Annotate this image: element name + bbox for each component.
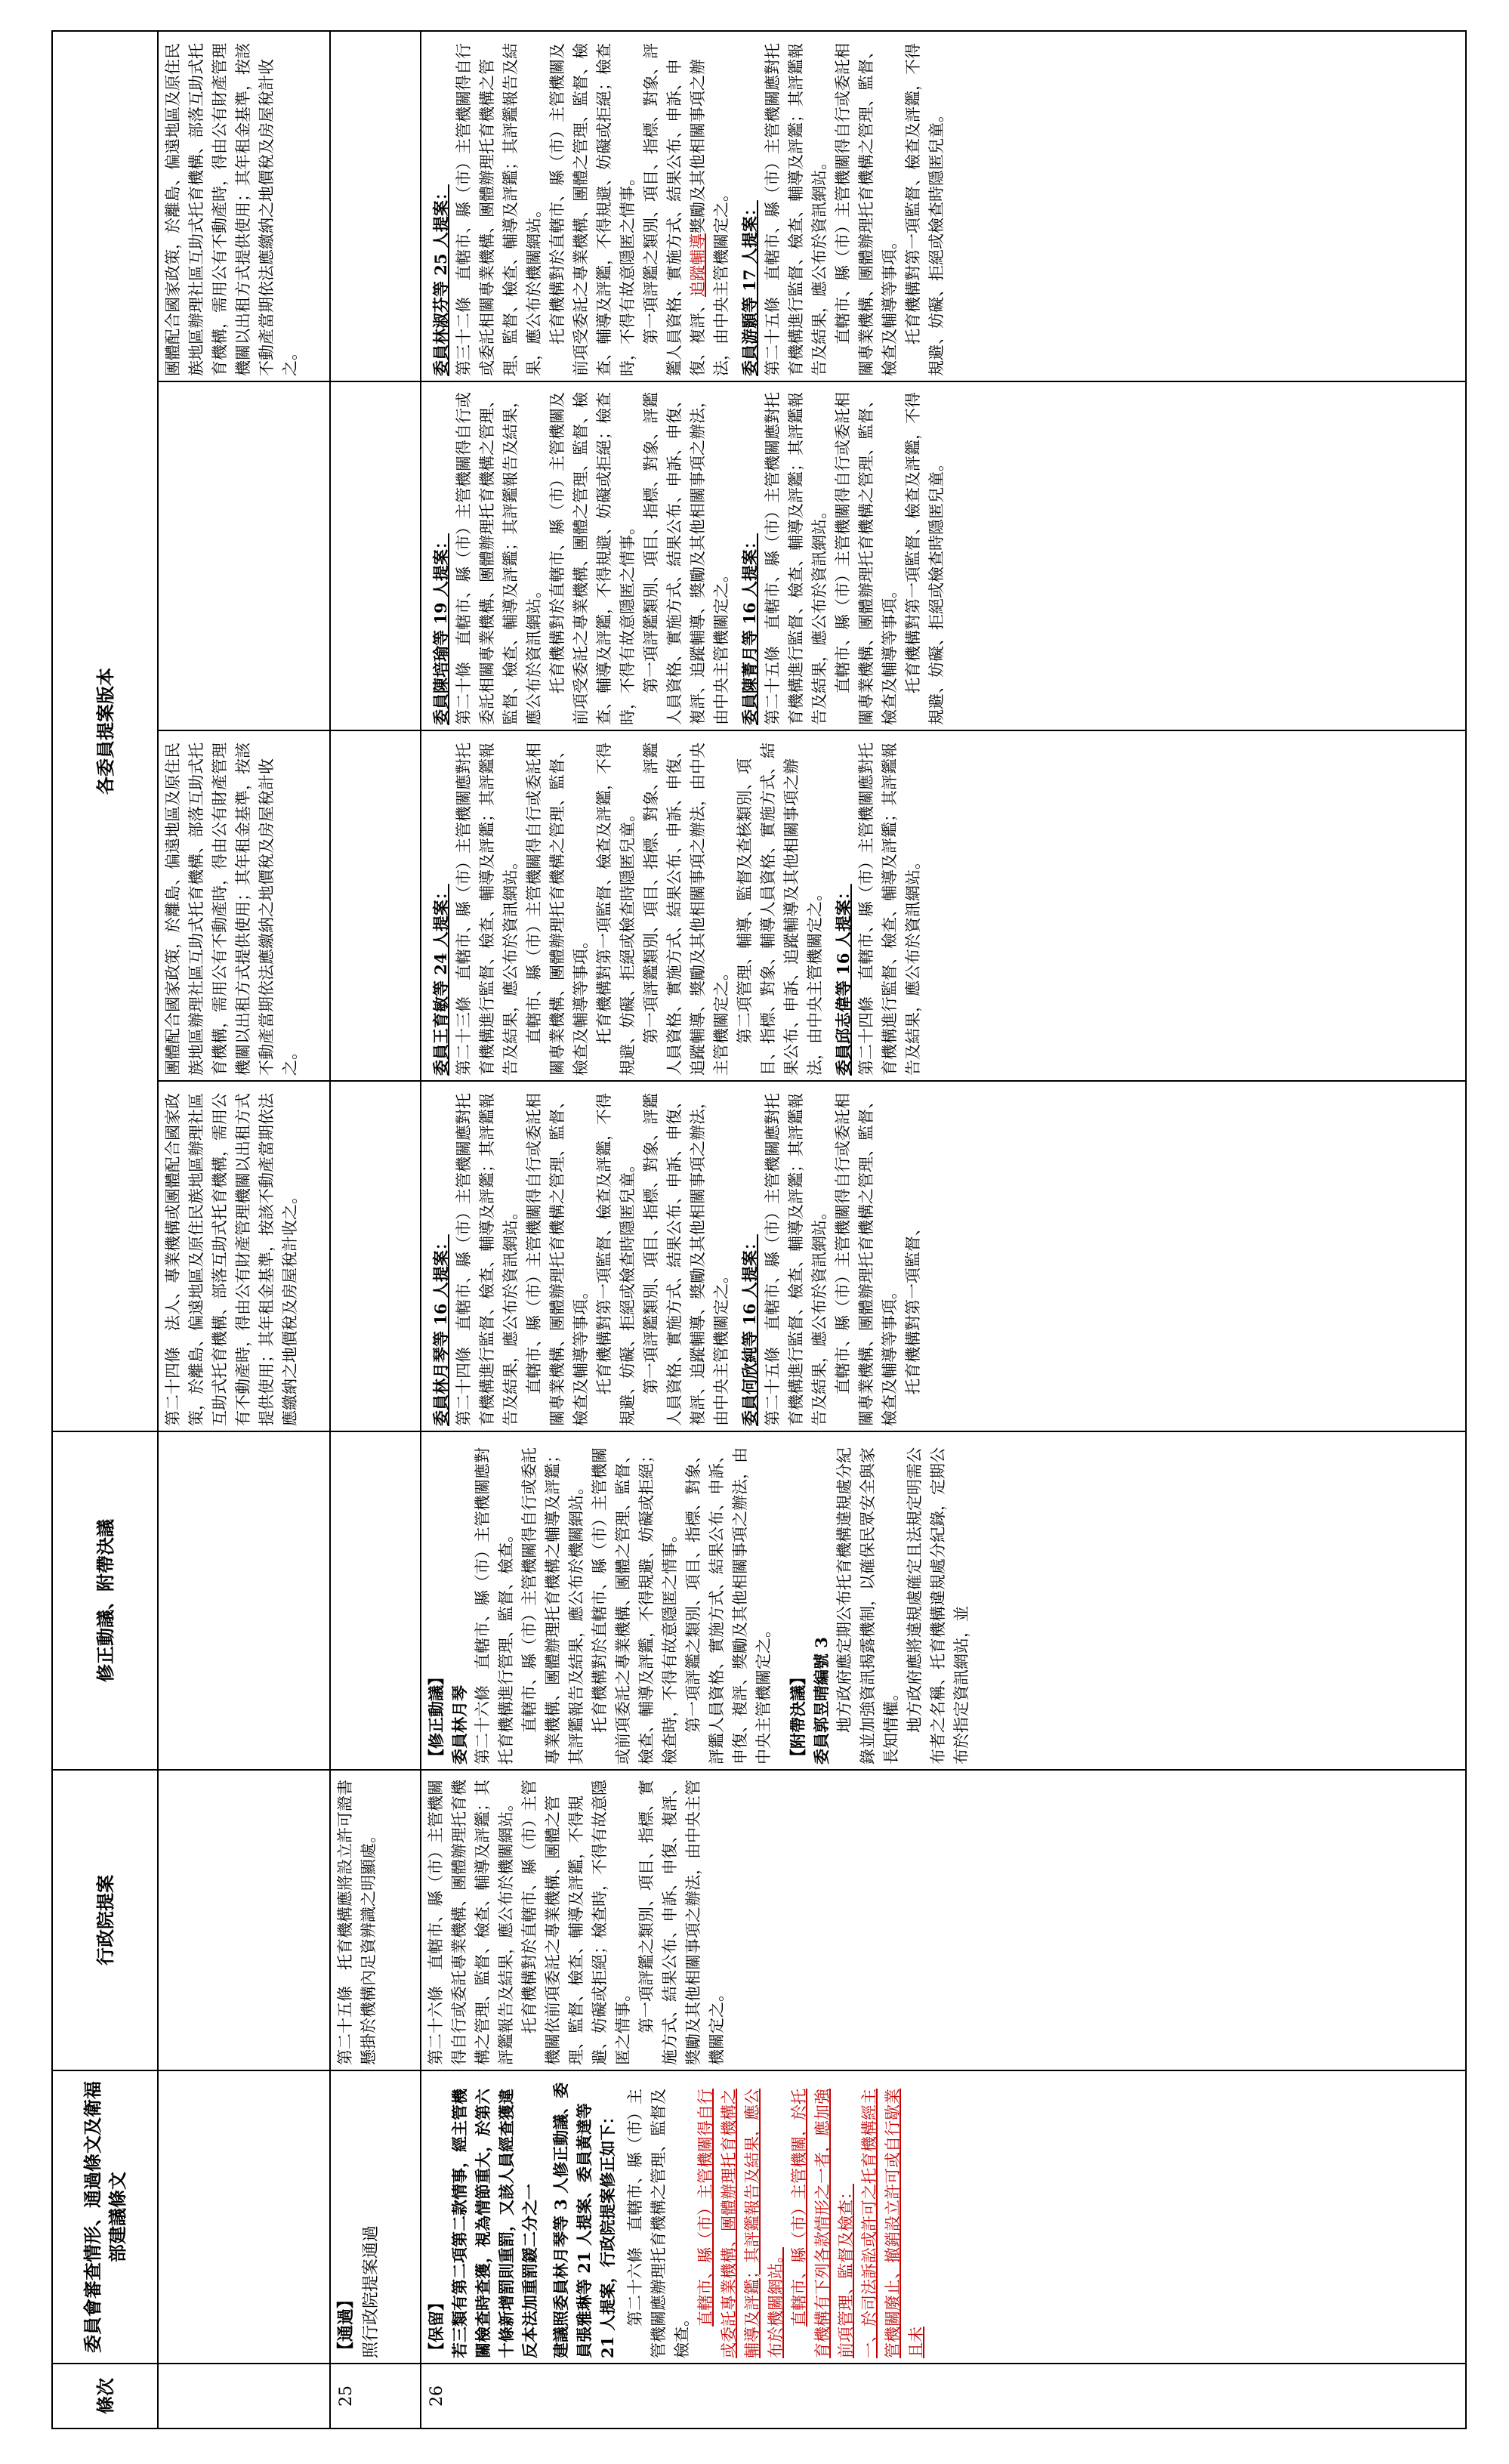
header-row	[52, 31, 158, 2428]
committee-cell-26	[421, 2070, 1466, 2364]
header-members: 各委員提案版本	[52, 31, 158, 1431]
prev-member-4: 團體配合國家政策，於離島、偏遠地區及原住民族地區辦理社區互助式托育機構、部落互助式托育機構，需用公有不動產時，得由公有財產管理機關以出租方式提供使用；其年租金基準，按該不動產當期依法應繳納之地價稅及房屋稅計收之。	[158, 31, 330, 381]
amend-cell-26: 【修正動議】 委員林月琴 第二十六條 直轄市、縣（市）主管機關應對托育機構進行管理、監督、檢查。 直轄市、縣（市）主管機關得自行或委託專業機構、團體辦理托育機構之輔導及評鑑；其評鑑報告及結果，應公布於機關網站。 托育機構對於直轄市、縣（市）主管機關或前項委託之專業機構、團體之管理、監督、檢查、輔導及評鑑，不得規避、妨礙或拒絕；檢查時，不得有故意隱匿之情事。 第一項評鑑之類別、項目、指標、對象、評鑑人員資格、實施方式、結果公布、申訴、申復、複評、獎勵及其他相關事項之辦法，由中央主管機關定之。 【附帶決議】 委員郭昱晴編號 3 地方政府應定期公布托育機構違規處分紀錄並加強資訊揭露機制，以確保民眾安全與家長知情權。 地方政府應將違規處確定且法規定明需公布者之名稱、托育機構違規處分紀錄，定期公布於指定資訊網站，並	[421, 1431, 1466, 1770]
committee-cell-25	[330, 2070, 421, 2364]
committee-result: 照行政院提案通過	[362, 2225, 381, 2358]
status-tag: 【保留】	[427, 2295, 446, 2358]
member-col-3: 委員陳培瑜等 19 人提案： 第二十條 直轄市、縣（市）主管機關得自行或委託相關專業機構、團體辦理托育機構之管理、監督、檢查、輔導及評鑑；其評鑑報告及結果，應公布於資訊網站。 托育機構對於直轄市、縣（市）主管機關及前項受委託之專業機構、團體之管理、監督、檢查、輔導及評鑑，不得規避、妨礙或拒絕；檢查時，不得有故意隱匿之情事。 第一項評鑑類別、項目、指標、對象、評鑑人員資格、實施方式、結果公布、申訴、申復、複評、追蹤輔導、獎勵及其他相關事項之辦法，由中央主管機關定之。 委員陳菁月等 16 人提案： 第二十五條 直轄市、縣（市）主管機關應對托育機構進行監督、檢查、輔導及評鑑；其評鑑報告及結果，應公布於資訊網站。 直轄市、縣（市）主管機關得自行或委託相關專業機構、團體辦理托育機構之管理、監督、檢查及輔導等事項。 托育機構對第一項監督、檢查及評鑑，不得規避、妨礙、拒絕或檢查時隱匿兒童。	[421, 381, 1466, 730]
status-tag: 【通過】	[336, 2291, 356, 2358]
header-exec: 行政院提案	[52, 1770, 158, 2070]
exec-cell-25: 第二十五條 托育機構應將設立許可證書懸掛於機構內足資辨識之明顯處。	[330, 1770, 421, 2070]
exec-cell-26: 第二十六條 直轄市、縣（市）主管機關得自行或委託專業機構、團體辦理托育機構之管理、監督、檢查、輔導及評鑑；其評鑑報告及結果，應公布於機關網站。 托育機構對於直轄市、縣（市）主管機關依前項委託之專業機構、團體之管理、監督、檢查、輔導及評鑑，不得規避、妨礙或拒絕；檢查時，不得有故意隱匿之情事。 第一項評鑑之類別、項目、指標、實施方式、結果公布、申訴、申復、複評、獎勵及其他相關事項之辦法，由中央主管機關定之。	[421, 1770, 1466, 2070]
suggest-article: 第二十六條 直轄市、縣（市）主管機關應辦理托育機構之管理、監督及檢查。	[626, 2089, 691, 2358]
article-no-25: 25	[330, 2364, 421, 2428]
prev-member-2: 團體配合國家政策，於離島、偏遠地區及原住民族地區辦理社區互助式托育機構、部落互助式托育機構，需用公有不動產時，得由公有財產管理機關以出租方式提供使用；其年租金基準，按該不動產當期依法應繳納之地價稅及房屋稅計收之。	[158, 730, 330, 1081]
member-col-4: 委員林淑芬等 25 人提案： 第三十二條 直轄市、縣（市）主管機關得自行或委託相關專業機構、團體辦理托育機構之管理、監督、檢查、輔導及評鑑；其評鑑報告及結果，應公布於機關網站。 托育機構對於直轄市、縣（市）主管機關及前項受委託之專業機構、團體之管理、監督、檢查、輔導及評鑑，不得規避、妨礙或拒絕；檢查時，不得有故意隱匿之情事。 第一項評鑑之類別、項目、指標、對象、評鑑人員資格、實施方式、結果公布、申訴、申復、複評、追蹤輔導獎勵及其他相關事項之辦法，由中央主管機關定之。 委員游顥等 17 人提案： 第二十五條 直轄市、縣（市）主管機關應對托育機構進行監督、檢查、輔導及評鑑；其評鑑報告及結果，應公布於資訊網站。 直轄市、縣（市）主管機關得自行或委託相關專業機構、團體辦理托育機構之管理、監督、檢查及輔導等事項。 托育機構對第一項監督、檢查及評鑑，不得規避、妨礙、拒絕或檢查時隱匿兒童。	[421, 31, 1466, 381]
suggest-note: 建議照委員林月琴等 3 人修正動議、委員張雅琳等 21 人提案、委員黃達等 21 人提案，行政院提案修正如下：	[551, 2082, 617, 2358]
continuation-row	[158, 31, 330, 2428]
table-row-26	[421, 31, 1466, 2428]
header-amend: 修正動議、附帶決議	[52, 1431, 158, 1770]
table-row-25	[330, 31, 421, 2428]
article-no-26: 26	[421, 2364, 1466, 2428]
suggest-red-1: 直轄市、縣（市）主管機關得自行或委託專業機構、團體辦理托育機構之輔導及評鑑；其評鑑報告及結果，應公布於機關網站。	[696, 2089, 785, 2358]
member-col-1: 委員林月琴等 16 人提案： 第二十四條 直轄市、縣（市）主管機關應對托育機構進行監督、檢查、輔導及評鑑；其評鑑報告及結果，應公布於資訊網站。 直轄市、縣（市）主管機關得自行或委託相關專業機構、團體辦理托育機構之管理、監督、檢查及輔導等事項。 托育機構對第一項監督、檢查及評鑑，不得規避、妨礙、拒絕或檢查時隱匿兒童。 第一項評鑑類別、項目、指標、對象、評鑑人員資格、實施方式、結果公布、申訴、申復、複評、追蹤輔導、獎勵及其他相關事項之辦法，由中央主管機關定之。 委員何欣純等 16 人提案： 第二十五條 直轄市、縣（市）主管機關應對托育機構進行監督、檢查、輔導及評鑑；其評鑑報告及結果，應公布於資訊網站。 直轄市、縣（市）主管機關得自行或委託相關專業機構、團體辦理托育機構之管理、監督、檢查及輔導等事項。 托育機構對第一項監督、	[421, 1081, 1466, 1431]
member-col-2: 委員王育敏等 24 人提案： 第二十三條 直轄市、縣（市）主管機關應對托育機構進行監督、檢查、輔導及評鑑；其評鑑報告及結果，應公布於資訊網站。 直轄市、縣（市）主管機關得自行或委託相關專業機構、團體辦理托育機構之管理、監督、檢查及輔導等事項。 托育機構對第一項監督、檢查及評鑑，不得規避、妨礙、拒絕或檢查時隱匿兒童。 第一項評鑑類別、項目、指標、對象、評鑑人員資格、實施方式、結果公布、申訴、申復、追蹤輔導、獎勵及其他相關事項之辦法，由中央主管機關定之。 第二項管理、輔導、監督及查核類別、項目、指標、對象、輔導人員資格、實施方式、結果公布、申訴、追蹤輔導及其他相關事項之辦法，由中央主管機關定之。 委員邱志偉等 16 人提案： 第二十四條 直轄市、縣（市）主管機關應對托育機構進行監督、檢查、輔導及評鑑；其評鑑報告及結果，應公布於資訊網站。	[421, 730, 1466, 1081]
prev-member-1: 第二十四條 法人、專業機構或團體配合國家政策，於離島、偏遠地區及原住民族地區辦理社區互助式托育機構、部落互助式托育機構，需用公有不動產時，得由公有財產管理機關以出租方式提供使用；其年租金基準，按該不動產當期依法應繳納之地價稅及房屋稅計收之。	[158, 1081, 330, 1431]
suggest-red-3: 一、於司法訴訟或許可之托育機構經主管機關廢止、撤銷設立許可或自行歇業且未	[860, 2089, 925, 2358]
reserve-note: 若三類有第二項第二款情事，經主管機關檢查時查獲，視為情節重大，於第六十條新增罰則重罰，又該人員經查獲違反本法加重罰鍰二分之一	[450, 2089, 539, 2358]
comparison-table	[51, 30, 1467, 2429]
suggest-red-2: 直轄市、縣（市）主管機關，於托育機構有下列各款情形之一者，應加強前項管理、監督及檢查：	[790, 2089, 855, 2358]
header-no: 條次	[52, 2364, 158, 2428]
header-committee: 委員會審查情形、通過條文及衛福部建議條文	[52, 2070, 158, 2364]
